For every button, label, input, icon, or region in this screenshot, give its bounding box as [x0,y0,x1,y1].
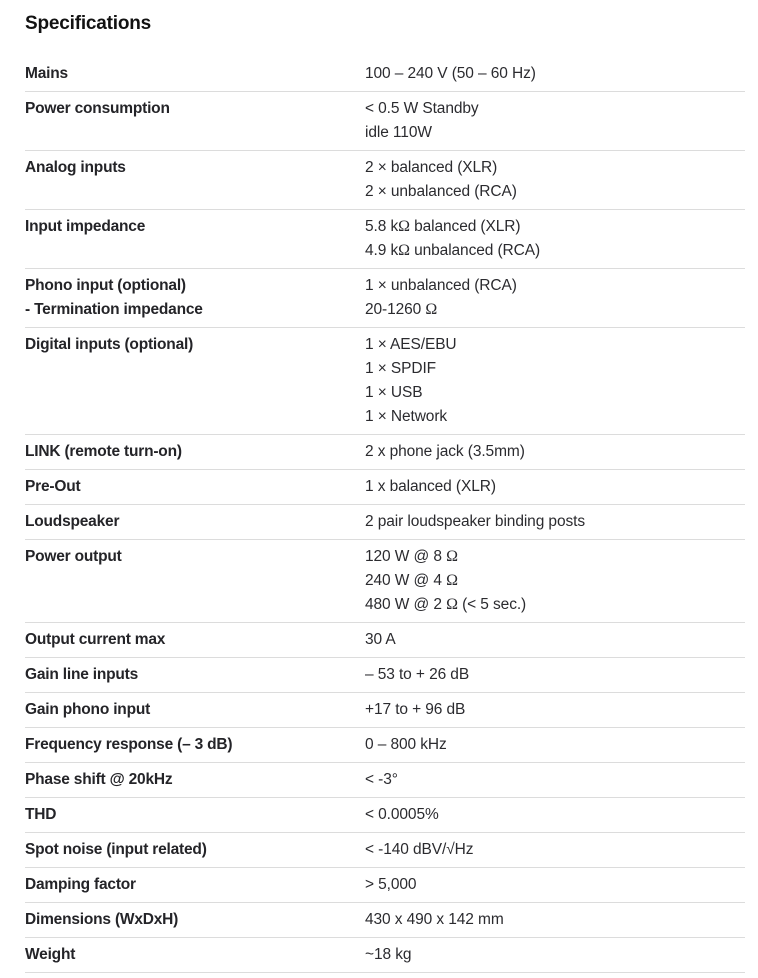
spec-row [25,658,745,693]
spec-label-line: Gain phono input [25,701,151,718]
spec-value-line: 1 × unbalanced (RCA) [365,277,517,294]
spec-row [25,210,745,269]
spec-value-line: 240 W @ 4 Ω [365,572,458,589]
spec-value-line: 1 × USB [365,384,423,401]
spec-label [25,943,365,967]
spec-values [365,908,745,932]
spec-label [25,62,365,86]
spec-label-line: Loudspeaker [25,513,120,530]
spec-label [25,475,365,499]
omega-symbol: Ω [446,596,458,613]
omega-symbol: Ω [398,242,410,259]
spec-label-line: Output current max [25,631,166,648]
spec-values [365,663,745,687]
spec-label-line: Damping factor [25,876,136,893]
spec-values [365,838,745,862]
spec-value-line: 2 x phone jack (3.5mm) [365,443,525,460]
spec-label [25,156,365,180]
spec-values [365,733,745,757]
page-title: Specifications [25,13,152,34]
spec-label [25,803,365,827]
spec-label-line: - Termination impedance [25,301,203,318]
spec-row [25,505,745,540]
spec-row [25,92,745,151]
spec-label-line: THD [25,806,57,823]
omega-symbol: Ω [446,572,458,589]
spec-label-line: Spot noise (input related) [25,841,207,858]
spec-label-line: Pre-Out [25,478,81,495]
spec-row [25,435,745,470]
spec-row [25,693,745,728]
spec-value-line: 1 × Network [365,408,448,425]
spec-value-line: 120 W @ 8 Ω [365,548,458,565]
spec-label [25,873,365,897]
spec-row [25,833,745,868]
spec-label [25,628,365,652]
spec-row [25,57,745,92]
spec-label [25,510,365,534]
spec-label [25,733,365,757]
omega-symbol: Ω [425,301,438,318]
spec-values [365,156,745,204]
spec-value-line: < 0.5 W Standby [365,100,479,117]
spec-row [25,868,745,903]
spec-label [25,698,365,722]
spec-value-line: 5.8 kΩ balanced (XLR) [365,218,521,235]
spec-table [25,57,745,973]
spec-label-line: Input impedance [25,218,146,235]
spec-value-line: 4.9 kΩ unbalanced (RCA) [365,242,541,259]
spec-values [365,440,745,464]
spec-value-line: idle 110W [365,124,432,141]
spec-label [25,908,365,932]
spec-row [25,798,745,833]
spec-values [365,62,745,86]
spec-label-line: Phase shift @ 20kHz [25,771,173,788]
spec-value-line: 1 x balanced (XLR) [365,478,496,495]
spec-value-line: – 53 to + 26 dB [365,666,470,683]
spec-label-line: Power consumption [25,100,170,117]
spec-label [25,545,365,569]
spec-value-line: ~18 kg [365,946,412,963]
spec-values [365,274,745,322]
spec-label-line: Mains [25,65,68,82]
spec-values [365,628,745,652]
spec-label [25,768,365,792]
spec-row [25,151,745,210]
spec-values [365,545,745,617]
spec-value-line: < 0.0005% [365,806,439,823]
spec-row [25,540,745,623]
spec-row [25,938,745,973]
spec-value-line: 2 pair loudspeaker binding posts [365,513,585,530]
spec-value-line: 20-1260 Ω [365,301,438,318]
spec-value-line: 1 × AES/EBU [365,336,457,353]
spec-row [25,328,745,435]
spec-values [365,475,745,499]
spec-values [365,803,745,827]
spec-row [25,763,745,798]
omega-symbol: Ω [398,218,410,235]
spec-label [25,97,365,121]
spec-value-line: 100 – 240 V (50 – 60 Hz) [365,65,536,82]
spec-row [25,470,745,505]
spec-value-line: +17 to + 96 dB [365,701,466,718]
spec-value-line: < -140 dBV/√Hz [365,841,474,858]
spec-label [25,333,365,357]
spec-values [365,333,745,429]
spec-row [25,728,745,763]
spec-value-line: 480 W @ 2 Ω (< 5 sec.) [365,596,527,613]
spec-values [365,510,745,534]
spec-label-line: Dimensions (WxDxH) [25,911,179,928]
spec-label-line: Digital inputs (optional) [25,336,194,353]
spec-value-line: 0 – 800 kHz [365,736,447,753]
spec-label [25,663,365,687]
spec-label-line: Weight [25,946,76,963]
spec-values [365,943,745,967]
spec-row [25,269,745,328]
spec-value-line: < -3° [365,771,398,788]
spec-values [365,768,745,792]
spec-label [25,440,365,464]
omega-symbol: Ω [446,548,458,565]
spec-values [365,698,745,722]
spec-label-line: Phono input (optional) [25,277,186,294]
spec-value-line: 1 × SPDIF [365,360,437,377]
spec-label-line: Frequency response (– 3 dB) [25,736,233,753]
spec-label [25,215,365,239]
spec-label-line: Analog inputs [25,159,126,176]
spec-values [365,873,745,897]
spec-label [25,274,365,322]
spec-values [365,97,745,145]
spec-label-line: Power output [25,548,122,565]
spec-row [25,623,745,658]
spec-label-line: Gain line inputs [25,666,139,683]
spec-value-line: 430 x 490 x 142 mm [365,911,504,928]
spec-value-line: > 5,000 [365,876,417,893]
spec-values [365,215,745,263]
spec-label-line: LINK (remote turn-on) [25,443,182,460]
spec-label [25,838,365,862]
spec-row [25,903,745,938]
spec-value-line: 2 × balanced (XLR) [365,159,498,176]
spec-value-line: 2 × unbalanced (RCA) [365,183,517,200]
spec-value-line: 30 A [365,631,396,648]
